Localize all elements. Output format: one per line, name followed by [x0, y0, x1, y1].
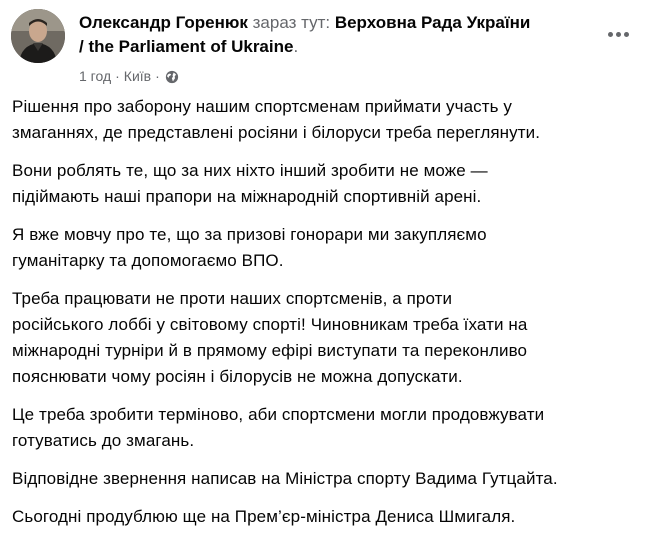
post-header: [79, 11, 609, 59]
post-location[interactable]: Київ: [123, 68, 152, 84]
post-paragraph: Рішення про заборону нашим спортсменам приймати участь у змаганнях, де представлені росіяни і білоруси треба переглянути.: [12, 97, 541, 142]
post-paragraph: Відповідне звернення написав на Міністра спорту Вадима Гутцайта.: [12, 469, 558, 488]
post-timestamp[interactable]: 1 год: [79, 68, 112, 84]
meta-separator: ·: [115, 68, 120, 84]
more-options-icon: [608, 32, 613, 37]
checkin-text: зараз тут:: [247, 13, 335, 32]
avatar[interactable]: [11, 9, 65, 63]
more-options-button[interactable]: [600, 22, 636, 46]
place-name-line1[interactable]: Верховна Рада України: [334, 13, 531, 32]
avatar-photo: [11, 9, 65, 63]
post-paragraph: Я вже мовчу про те, що за призові гонорари ми закупляємо гуманітарку та допомогаємо ВПО.: [12, 225, 487, 270]
post-paragraph: Це треба зробити терміново, аби спортсмени могли продовжувати готуватись до змагань.: [12, 405, 545, 450]
post-meta: [79, 66, 179, 86]
post-paragraph: Вони роблять те, що за них ніхто інший зробити не може — підіймають наші прапори на міжнародній спортивній арені.: [12, 161, 488, 206]
meta-separator-2: ·: [155, 68, 160, 84]
post-paragraph: Сьогодні продублюю ще на Прем’єр-міністра Дениса Шмигаля.: [12, 507, 516, 526]
post-body: [12, 94, 644, 542]
post-paragraph: Треба працювати не проти наших спортсменів, а проти російського лоббі у світовому спорті! Чиновникам треба їхати на міжнародні турніри й в прямому ефірі виступати та переконливо пояснювати чому росіян і білорусів не можна допускати.: [12, 289, 528, 386]
author-name[interactable]: Олександр Горенюк: [79, 13, 248, 32]
globe-icon[interactable]: [165, 69, 179, 83]
place-end-punct: .: [293, 37, 299, 56]
place-name-line2[interactable]: / the Parliament of Ukraine: [79, 37, 294, 56]
